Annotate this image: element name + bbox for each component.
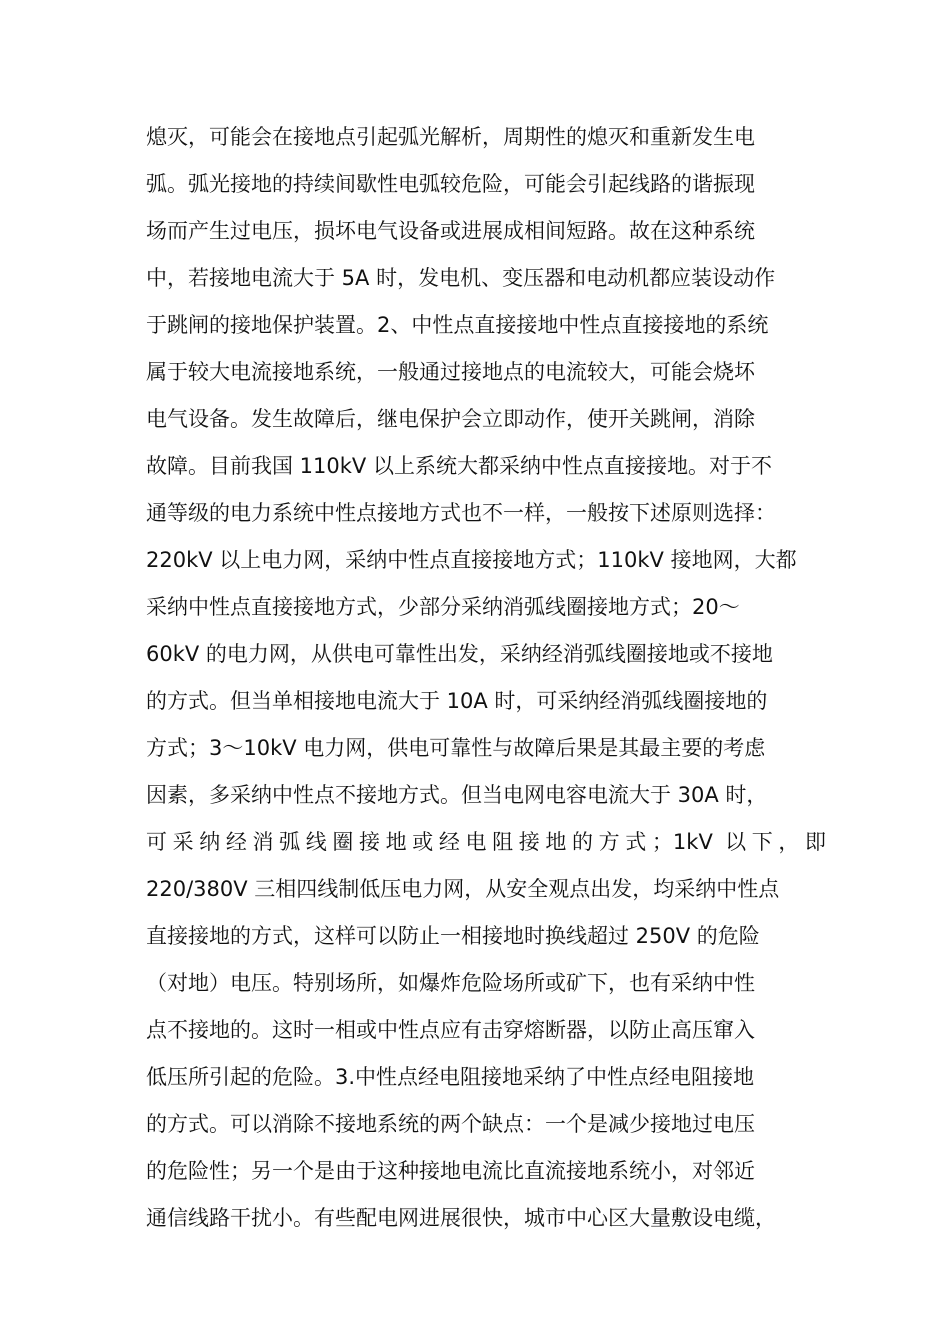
text-line-18: 直接接地的方式，这样可以防止一相接地时换线超过 250V 的危险	[146, 924, 760, 948]
text-line-1: 熄灭，可能会在接地点引起弧光解析，周期性的熄灭和重新发生电	[146, 125, 755, 149]
text-line-3: 场而产生过电压，损坏电气设备或进展成相间短路。故在这种系统	[146, 219, 755, 243]
text-line-7: 电气设备。发生故障后，继电保护会立即动作，使开关跳闸，消除	[146, 407, 755, 431]
text-line-23: 的危险性；另一个是由于这种接地电流比直流接地系统小，对邻近	[146, 1159, 755, 1183]
text-line-16: 可采纳经消弧线圈接地或经电阻接地的方式；1kV 以下，即	[146, 830, 826, 854]
text-line-14: 方式；3～10kV 电力网，供电可靠性与故障后果是其最主要的考虑	[146, 736, 766, 760]
text-line-8: 故障。目前我国 110kV 以上系统大都采纳中性点直接接地。对于不	[146, 454, 772, 478]
text-line-2: 弧。弧光接地的持续间歇性电弧较危险，可能会引起线路的谐振现	[146, 172, 755, 196]
text-line-11: 采纳中性点直接接地方式，少部分采纳消弧线圈接地方式；20～	[146, 595, 740, 619]
text-line-19: （对地）电压。特别场所，如爆炸危险场所或矿下，也有采纳中性	[146, 971, 755, 995]
text-line-9: 通等级的电力系统中性点接地方式也不一样，一般按下述原则选择：	[146, 501, 776, 525]
text-line-24: 通信线路干扰小。有些配电网进展很快，城市中心区大量敷设电缆，	[146, 1206, 776, 1230]
text-line-12: 60kV 的电力网，从供电可靠性出发，采纳经消弧线圈接地或不接地	[146, 642, 773, 666]
text-line-10: 220kV 以上电力网，采纳中性点直接接地方式；110kV 接地网，大都	[146, 548, 797, 572]
text-line-20: 点不接地的。这时一相或中性点应有击穿熔断器，以防止高压窜入	[146, 1018, 755, 1042]
text-line-21: 低压所引起的危险。3.中性点经电阻接地采纳了中性点经电阻接地	[146, 1065, 755, 1089]
text-line-15: 因素，多采纳中性点不接地方式。但当电网电容电流大于 30A 时，	[146, 783, 768, 807]
body-text	[146, 114, 826, 1242]
text-line-5: 于跳闸的接地保护装置。2、中性点直接接地中性点直接接地的系统	[146, 313, 769, 337]
text-line-4: 中，若接地电流大于 5A 时，发电机、变压器和电动机都应装设动作	[146, 266, 776, 290]
text-line-6: 属于较大电流接地系统，一般通过接地点的电流较大，可能会烧坏	[146, 360, 755, 384]
text-line-17: 220/380V 三相四线制低压电力网，从安全观点出发，均采纳中性点	[146, 877, 780, 901]
text-line-22: 的方式。可以消除不接地系统的两个缺点：一个是减少接地过电压	[146, 1112, 755, 1136]
text-line-13: 的方式。但当单相接地电流大于 10A 时，可采纳经消弧线圈接地的	[146, 689, 768, 713]
